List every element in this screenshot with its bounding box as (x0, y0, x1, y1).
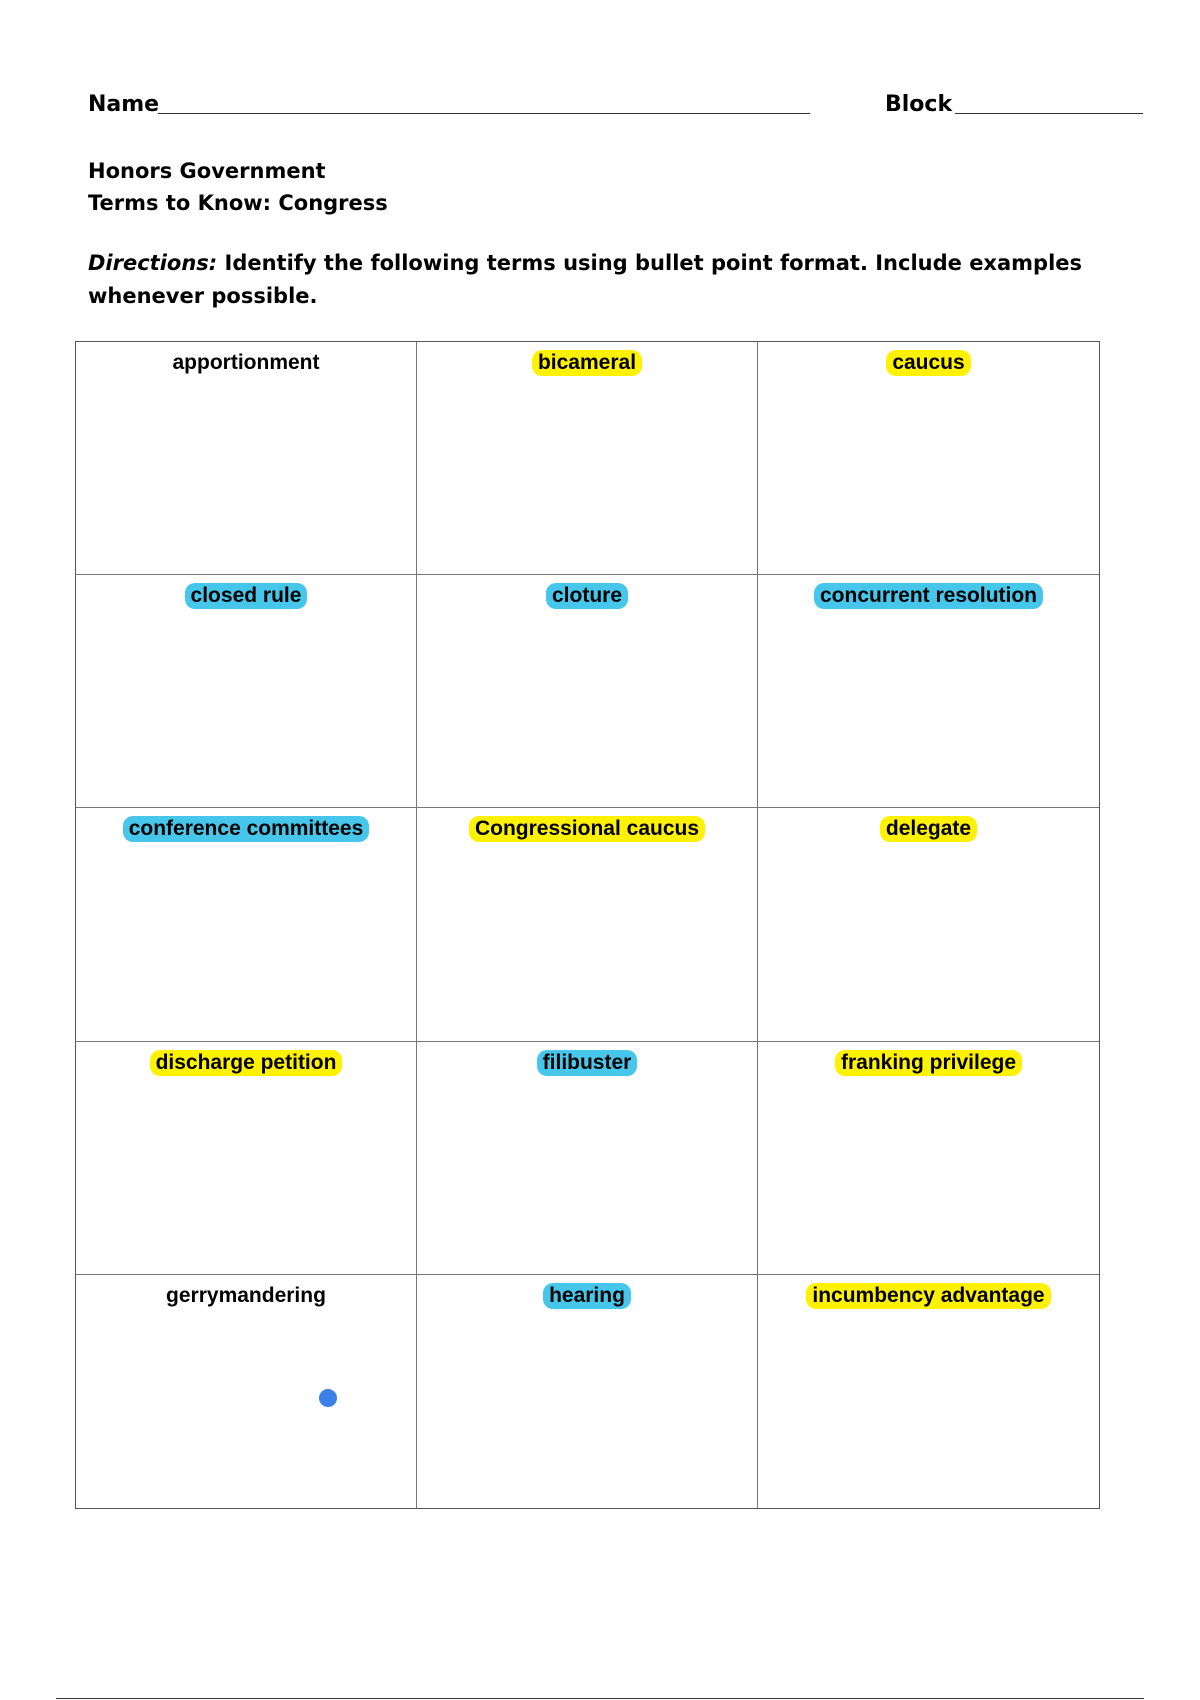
term-label: conference committees (123, 816, 370, 842)
term-label: franking privilege (835, 1050, 1022, 1076)
term-label: Congressional caucus (469, 816, 705, 842)
term-label: caucus (886, 350, 970, 376)
term-cell[interactable] (76, 1042, 417, 1275)
name-label: Name (88, 92, 160, 117)
term-cell[interactable] (76, 575, 417, 808)
pen-dot-mark (319, 1389, 337, 1407)
name-field-line[interactable] (158, 113, 810, 114)
term-cell[interactable] (417, 808, 758, 1041)
term-label: gerrymandering (166, 1283, 326, 1307)
directions (88, 247, 1118, 313)
terms-grid (75, 341, 1100, 1509)
term-cell[interactable] (417, 1042, 758, 1275)
term-cell[interactable] (76, 808, 417, 1041)
block-label: Block (885, 92, 953, 117)
term-label: incumbency advantage (806, 1283, 1050, 1309)
directions-label: Directions: (88, 251, 218, 275)
term-cell[interactable] (417, 575, 758, 808)
term-label: cloture (546, 583, 628, 609)
term-cell[interactable] (758, 575, 1099, 808)
bottom-divider (56, 1698, 1144, 1699)
term-cell[interactable] (76, 1275, 417, 1508)
course-heading (88, 155, 388, 219)
worksheet-title: Terms to Know: Congress (88, 191, 388, 215)
term-label: filibuster (537, 1050, 638, 1076)
term-label: delegate (880, 816, 977, 842)
term-cell[interactable] (758, 808, 1099, 1041)
term-cell[interactable] (758, 342, 1099, 575)
term-label: closed rule (185, 583, 308, 609)
term-cell[interactable] (417, 1275, 758, 1508)
term-cell[interactable] (758, 1275, 1099, 1508)
term-label: discharge petition (150, 1050, 343, 1076)
term-label: bicameral (532, 350, 642, 376)
term-cell[interactable] (417, 342, 758, 575)
term-label: concurrent resolution (814, 583, 1043, 609)
term-label: apportionment (172, 351, 320, 374)
term-cell[interactable] (758, 1042, 1099, 1275)
directions-text: Identify the following terms using bullet point format. Include examples whenever possible. (88, 251, 1083, 308)
course-title: Honors Government (88, 159, 326, 183)
header-row (88, 92, 1143, 118)
term-label: hearing (543, 1283, 631, 1309)
block-field-line[interactable] (955, 113, 1143, 114)
term-cell[interactable] (76, 342, 417, 575)
